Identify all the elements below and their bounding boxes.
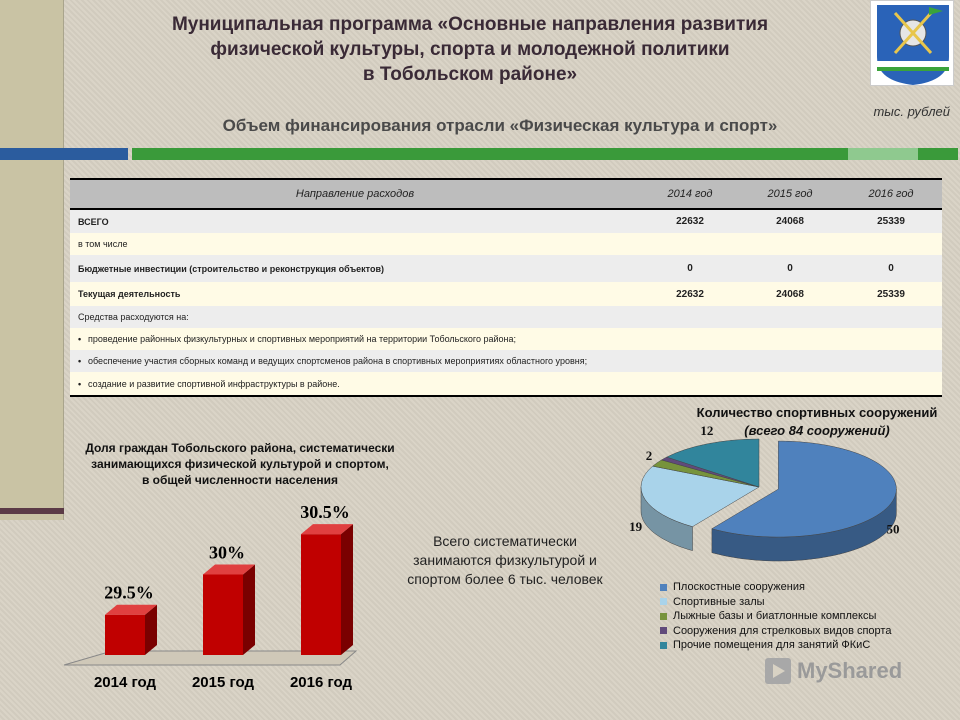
column-header-2014: 2014 год [667,188,713,200]
bar-side [341,524,353,655]
row-label: проведение районных физкультурных и спортивных мероприятий на территории Тобольского района; [88,334,517,344]
table-row [70,233,942,255]
pie-data-label: 19 [629,519,643,535]
unit-label: тыс. рублей [873,104,950,119]
blue-divider-stripe [0,148,128,160]
table-header-row [70,179,942,209]
share-chart-title [50,440,430,488]
legend-item [660,580,891,595]
bullet-row [70,328,942,350]
bar-front [105,615,145,655]
legend-item [660,638,891,653]
table-row [70,282,942,306]
cell-value: 22632 [676,288,704,300]
cell-value: 24068 [776,216,804,227]
pie-data-label: 2 [645,448,653,463]
participants-note: Всего систематически занимаются физкультурой и спортом более 6 тыс. человек [407,533,603,587]
share-title-line-3: в общей численности населения [141,473,339,487]
cell-value: 24068 [776,288,804,300]
category-label: 2016 год [289,674,353,691]
pie-legend [660,580,891,653]
legend-swatch [660,584,667,591]
bullet-icon: • [78,334,82,344]
share-title-line-2: занимающихся физической культурой и спортом, [91,457,389,471]
bullet-icon: • [78,378,82,389]
watermark [765,658,902,684]
share-title-line-1: Доля граждан Тобольского района, систематически [85,441,395,455]
title-line-2: физической культуры, спорта и молодежной политики [210,39,730,60]
bar-data-label: 30.5% [300,502,350,523]
row-label: обеспечение участия сборных команд и ведущих спортсменов района в спортивных мероприятиях областного уровня; [88,356,588,366]
legend-item [660,609,891,624]
pie-subtitle-text: (всего 84 сооружений) [744,423,890,438]
coat-of-arms-logo [870,0,954,86]
row-label: в том числе [78,239,128,249]
table-row [70,306,942,328]
column-header-direction: Направление расходов [295,188,415,200]
column-header-2016: 2016 год [868,188,914,200]
row-label: ВСЕГО [78,216,109,227]
table-row [70,255,942,282]
table-row [70,372,942,396]
row-label: создание и развитие спортивной инфраструктуры в районе. [88,378,340,389]
legend-swatch [660,627,667,634]
title-line-3: в Тобольском районе» [362,64,578,85]
legend-swatch [660,613,667,620]
legend-label: Лыжные базы и биатлонные комплексы [673,610,877,623]
cell-value: 0 [687,263,693,274]
cell-value: 22632 [676,216,704,227]
watermark-text: MyShared [797,658,903,683]
section-subtitle: Объем финансирования отрасли «Физическая культура и спорт» [222,116,778,135]
financing-table [70,178,942,397]
bar-side [243,564,255,655]
bar-data-label: 30% [209,542,245,563]
cell-value: 0 [787,263,793,274]
legend-swatch [660,598,667,605]
page-title [110,12,830,87]
table-row [70,328,942,350]
light-green-stripe-segment [848,148,918,160]
bar-data-label: 29.5% [104,582,154,603]
play-icon [765,658,791,684]
bar-front [301,534,341,655]
pie-title-text: Количество спортивных сооружений [696,405,938,420]
legend-swatch [660,642,667,649]
bullet-icon: • [78,356,82,366]
table-row [70,209,942,233]
legend-label: Спортивные залы [673,595,765,608]
cell-value: 25339 [877,216,905,227]
column-header-2015: 2015 год [767,188,813,200]
pie-data-label: 12 [700,425,714,439]
share-bar-chart [50,490,380,700]
legend-item [660,595,891,610]
cell-value: 25339 [877,288,905,300]
row-label: Бюджетные инвестиции (строительство и реконструкция объектов) [78,263,384,274]
facilities-pie-chart [615,425,915,580]
row-label: Средства расходуются на: [78,312,189,322]
cell-value: 0 [888,263,894,274]
bullet-row [70,372,942,396]
bar-front [203,574,243,655]
green-divider-stripe [132,148,958,160]
pie-data-label: 50 [886,521,900,537]
legend-label: Сооружения для стрелковых видов спорта [673,624,892,637]
title-line-1: Муниципальная программа «Основные направления развития [171,14,769,35]
category-label: 2015 год [191,674,255,691]
legend-label: Плоскостные сооружения [673,581,805,594]
bullet-row [70,350,942,372]
legend-item [660,624,891,639]
table-row [70,350,942,372]
row-label: Текущая деятельность [78,289,181,299]
legend-label: Прочие помещения для занятий ФКиС [673,639,871,652]
category-label: 2014 год [93,674,157,691]
